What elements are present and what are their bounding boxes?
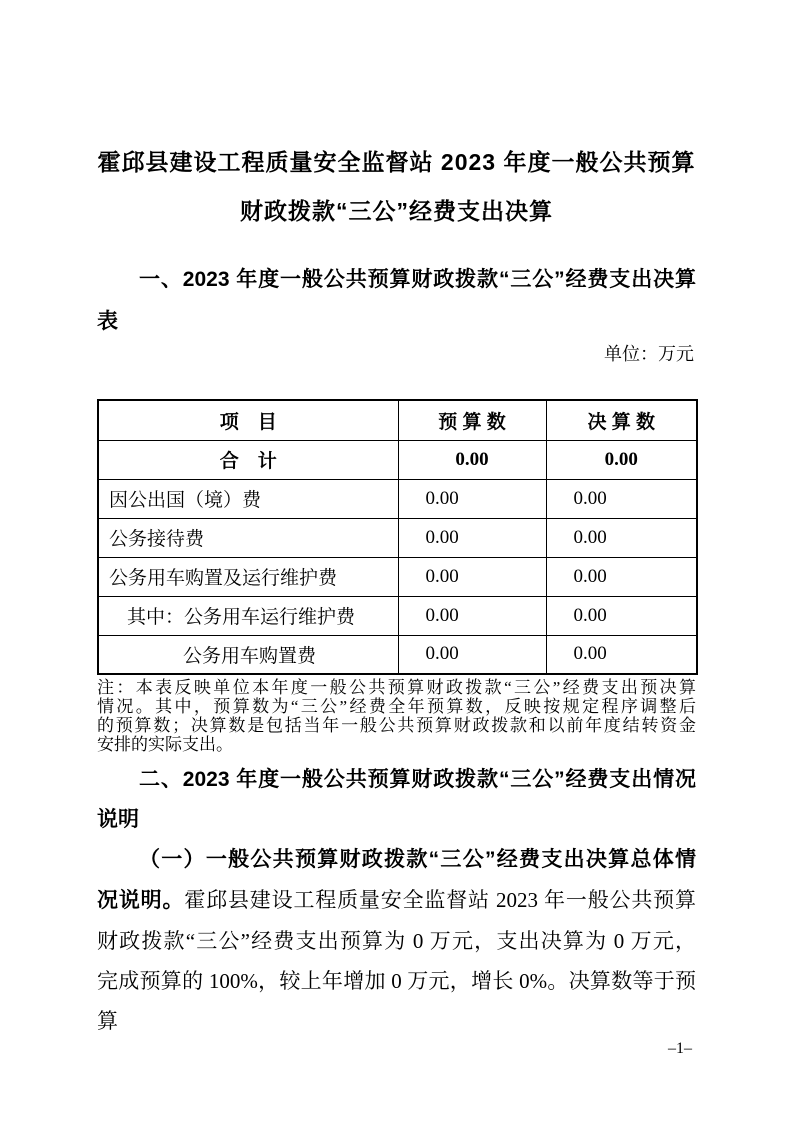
section2-paragraph-1 xyxy=(97,840,696,1041)
table-note-line-1: 注：本表反映单位本年度一般公共预算财政拨款“三公”经费支出预决算 xyxy=(97,678,696,697)
section1-heading-line-1: 一、2023 年度一般公共预算财政拨款“三公”经费支出决算 xyxy=(139,268,696,291)
section2-heading-line-1: 二、2023 年度一般公共预算财政拨款“三公”经费支出情况 xyxy=(139,768,696,791)
document-title-line-1: 霍邱县建设工程质量安全监督站 2023 年度一般公共预算 xyxy=(97,149,696,175)
final-value: 0.00 xyxy=(546,440,697,479)
paragraph-line-2-rest: 霍邱县建设工程质量安全监督站 2023 年一般公共预算 xyxy=(184,888,697,912)
column-header-item: 项 目 xyxy=(98,400,398,440)
budget-value: 0.00 xyxy=(398,518,546,557)
row-label: 公务用车购置及运行维护费 xyxy=(98,557,398,596)
table-row-vehicle-total xyxy=(98,557,697,596)
table-row-vehicle-operation xyxy=(98,596,697,635)
section2-heading-line-2: 说明 xyxy=(97,808,139,831)
page-content xyxy=(97,0,696,1057)
budget-value: 0.00 xyxy=(398,596,546,635)
table-note-line-2: 情况。其中，预算数为“三公”经费全年预算数，反映按规定程序调整后 xyxy=(97,697,696,716)
table-row-abroad xyxy=(98,479,697,518)
three-public-expense-table xyxy=(97,399,698,675)
table-note-line-4: 安排的实际支出。 xyxy=(97,735,233,754)
document-title-line-2: 财政拨款“三公”经费支出决算 xyxy=(240,198,553,224)
final-value: 0.00 xyxy=(546,557,697,596)
row-label: 公务接待费 xyxy=(98,518,398,557)
table-row-reception xyxy=(98,518,697,557)
final-value: 0.00 xyxy=(546,479,697,518)
table-header-row xyxy=(98,400,697,440)
budget-value: 0.00 xyxy=(398,440,546,479)
row-label: 合 计 xyxy=(98,440,398,479)
table-note-line-3: 的预算数；决算数是包括当年一般公共预算财政拨款和以前年度结转资金 xyxy=(97,716,696,735)
final-value: 0.00 xyxy=(546,635,697,674)
table-row-vehicle-purchase xyxy=(98,635,697,674)
table-note xyxy=(97,678,696,754)
document-title xyxy=(97,138,696,236)
final-value: 0.00 xyxy=(546,596,697,635)
section1-heading xyxy=(97,259,696,343)
row-label: 公务用车购置费 xyxy=(98,635,398,674)
budget-value: 0.00 xyxy=(398,479,546,518)
table-row-total xyxy=(98,440,697,479)
row-label: 因公出国（境）费 xyxy=(98,479,398,518)
section1-heading-line-2: 表 xyxy=(97,310,118,333)
row-label: 其中：公务用车运行维护费 xyxy=(98,596,398,635)
paragraph-line-2-bold: 况说明。 xyxy=(97,889,185,912)
paragraph-line-2 xyxy=(97,880,696,921)
budget-value: 0.00 xyxy=(398,557,546,596)
column-header-budget: 预 算 数 xyxy=(398,400,546,440)
section2-heading xyxy=(97,760,696,840)
paragraph-line-3: 财政拨款“三公”经费支出预算为 0 万元，支出决算为 0 万元， xyxy=(97,929,696,953)
column-header-final: 决 算 数 xyxy=(546,400,697,440)
budget-value: 0.00 xyxy=(398,635,546,674)
paragraph-line-1: （一）一般公共预算财政拨款“三公”经费支出决算总体情 xyxy=(139,848,696,871)
final-value: 0.00 xyxy=(546,518,697,557)
unit-label: 单位：万元 xyxy=(604,344,694,364)
paragraph-line-4: 完成预算的 100%，较上年增加 0 万元，增长 0%。决算数等于预算 xyxy=(97,969,696,1033)
page-number: –1– xyxy=(668,1040,692,1057)
